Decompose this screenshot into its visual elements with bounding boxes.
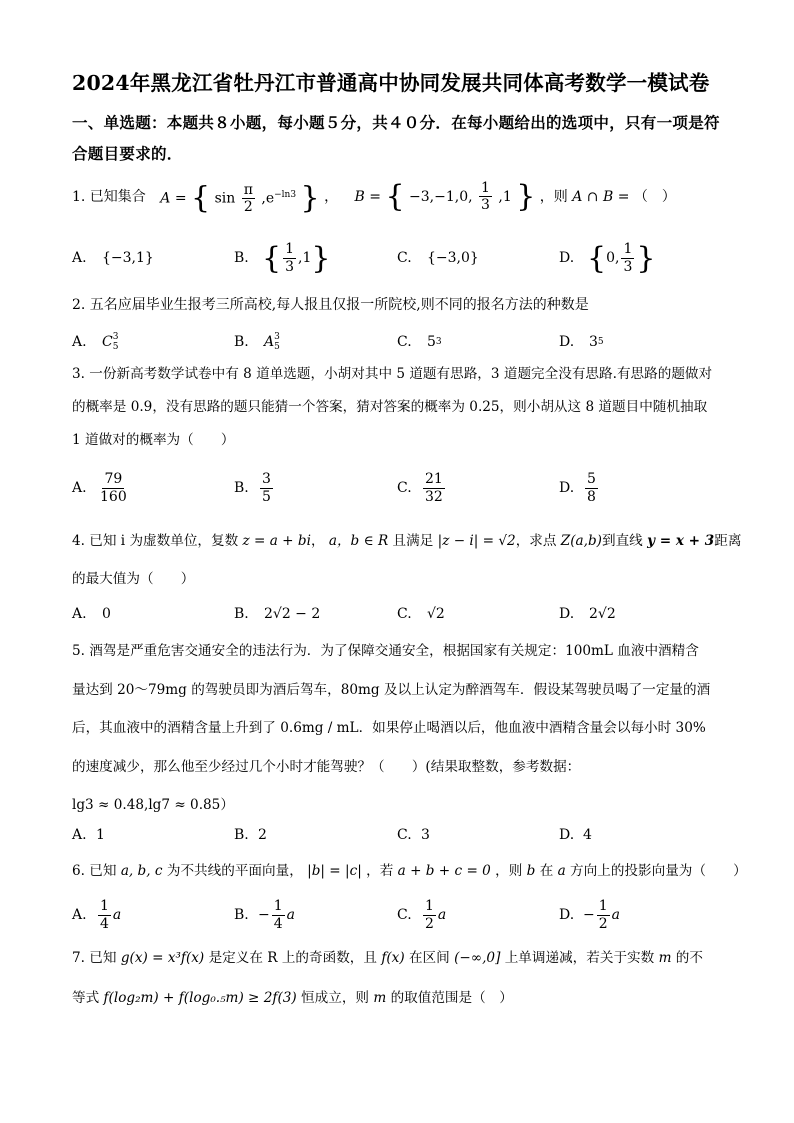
q4-options (72, 594, 732, 634)
section-heading (72, 107, 727, 169)
exam-title: 2024年黑龙江省牡丹江市普通高中协同发展共同体高考数学一模试卷 (72, 71, 710, 95)
q5-option-c[interactable]: C. 3 (397, 827, 430, 843)
q3-options (72, 466, 732, 510)
q1-option-b[interactable]: B. { $\frac{1}{3}$ ,1 } (234, 240, 331, 276)
q1-set-b: B = { −3,−1,0, $\frac{1}{3}$ ,1 } (354, 178, 536, 214)
question-7: 7. 已知 g(x) = x³f(x) 是定义在 R 上的奇函数，且 f(x) 在区间 (−∞,0] 上单调递减，若关于实数 m 的不 等式 f(log₂m) + f(log₀.₅m) ≥ 2f(3) 恒成立，则 m 的取值范围是（ ） (72, 950, 703, 1006)
q6-option-a[interactable]: A. $\frac{1}{4}$ a (72, 898, 122, 932)
q3-option-a[interactable]: A. $\frac{79}{160}$ (72, 471, 127, 505)
q1-option-d[interactable]: D. { 0, $\frac{1}{3}$ } (559, 240, 656, 276)
q6-option-c[interactable]: C. $\frac{1}{2}$ a (397, 898, 447, 932)
question-1: 1. 已知集合 A = { sin $\frac{\pi}{2}$ $,e^{-ln3}$ } ， B = { −3,−1,0, $\frac{1}{3}$ ,1 } ，则 A ∩ B = （ ） (72, 178, 676, 216)
q2-option-d[interactable]: D. 3 5 (559, 334, 604, 350)
q1-set-a: A = { sin $\frac{\pi}{2}$ $,e^{-ln3}$ } (160, 180, 320, 216)
q2-option-a[interactable]: A. C 3 5 (72, 332, 119, 352)
q2-option-b[interactable]: B. A 3 5 (234, 332, 280, 352)
q5-option-b[interactable]: B. 2 (234, 827, 267, 843)
question-2: 2. 五名应届毕业生报考三所高校,每人报且仅报一所院校,则不同的报名方法的种数是 (72, 297, 589, 313)
q1-intersection: A ∩ B (572, 188, 614, 205)
q1-option-a[interactable]: A. {−3,1} (72, 250, 154, 266)
section-heading-line2: 合题目要求的． (72, 144, 183, 163)
q4-option-c[interactable]: C. √2 (397, 606, 445, 622)
question-4: 4. 已知 i 为虚数单位，复数 z = a + bi， a，b ∈ R 且满足 |z − i| = √2，求点 Z(a,b)到直线 y = x + 3距离 的最大值为（ ） (72, 533, 742, 587)
q3-option-d[interactable]: D. $\frac{5}{8}$ (559, 471, 596, 505)
q3-option-c[interactable]: C. $\frac{21}{32}$ (397, 471, 443, 505)
question-3: 3. 一份新高考数学试卷中有 8 道单选题，小胡对其中 5 道题有思路，3 道题完全没有思路.有思路的题做对 的概率是 0.9，没有思路的题只能猜一个答案，猜对答案的概率为 0.25，则小胡从这 8 道题目中随机抽取 1 道做对的概率为（ ） (72, 366, 713, 448)
question-6: 6. 已知 a, b, c 为不共线的平面向量， |b| = |c| ，若 a + b + c = 0 ，则 b 在 a 方向上的投影向量为（ ） (72, 863, 747, 879)
q6-option-d[interactable]: D. − $\frac{1}{2}$ a (559, 898, 621, 932)
q2-option-c[interactable]: C. 5 3 (397, 334, 442, 350)
q4-option-d[interactable]: D. 2√2 (559, 606, 616, 622)
q4-option-a[interactable]: A. 0 (72, 606, 111, 622)
q1-options (72, 238, 732, 278)
section-heading-line1: 一、单选题：本题共８小题，每小题５分，共４０分．在每小题给出的选项中，只有一项是符 (72, 113, 720, 132)
q6-option-b[interactable]: B. − $\frac{1}{4}$ a (234, 898, 296, 932)
q5-options (72, 815, 732, 855)
question-5: 5. 酒驾是严重危害交通安全的违法行为．为了保障交通安全，根据国家有关规定：100mL 血液中酒精含 量达到 20～79mg 的驾驶员即为酒后驾车，80mg 及以上认定为醉酒驾车．假设某驾驶员喝了一定量的酒 后，其血液中的酒精含量上升到了 0.6mg / mL．如果停止喝酒以后，他血液中酒精含量会以每小时 30% 的速度减少，那么他至少经过几个小时才能驾驶？（ ）(结果取整数，参考数据： lg3 ≈ 0.48,lg7 ≈ 0.85） (72, 643, 711, 813)
q1-stem-prefix: 1. 已知集合 (72, 188, 146, 205)
q5-option-a[interactable]: A. 1 (72, 827, 105, 843)
q6-options (72, 893, 732, 937)
q2-options (72, 322, 732, 362)
q4-option-b[interactable]: B. 2√2 − 2 (234, 606, 321, 622)
q3-option-b[interactable]: B. $\frac{3}{5}$ (234, 471, 271, 505)
q1-option-c[interactable]: C. {−3,0} (397, 250, 479, 266)
q5-option-d[interactable]: D. 4 (559, 827, 592, 843)
